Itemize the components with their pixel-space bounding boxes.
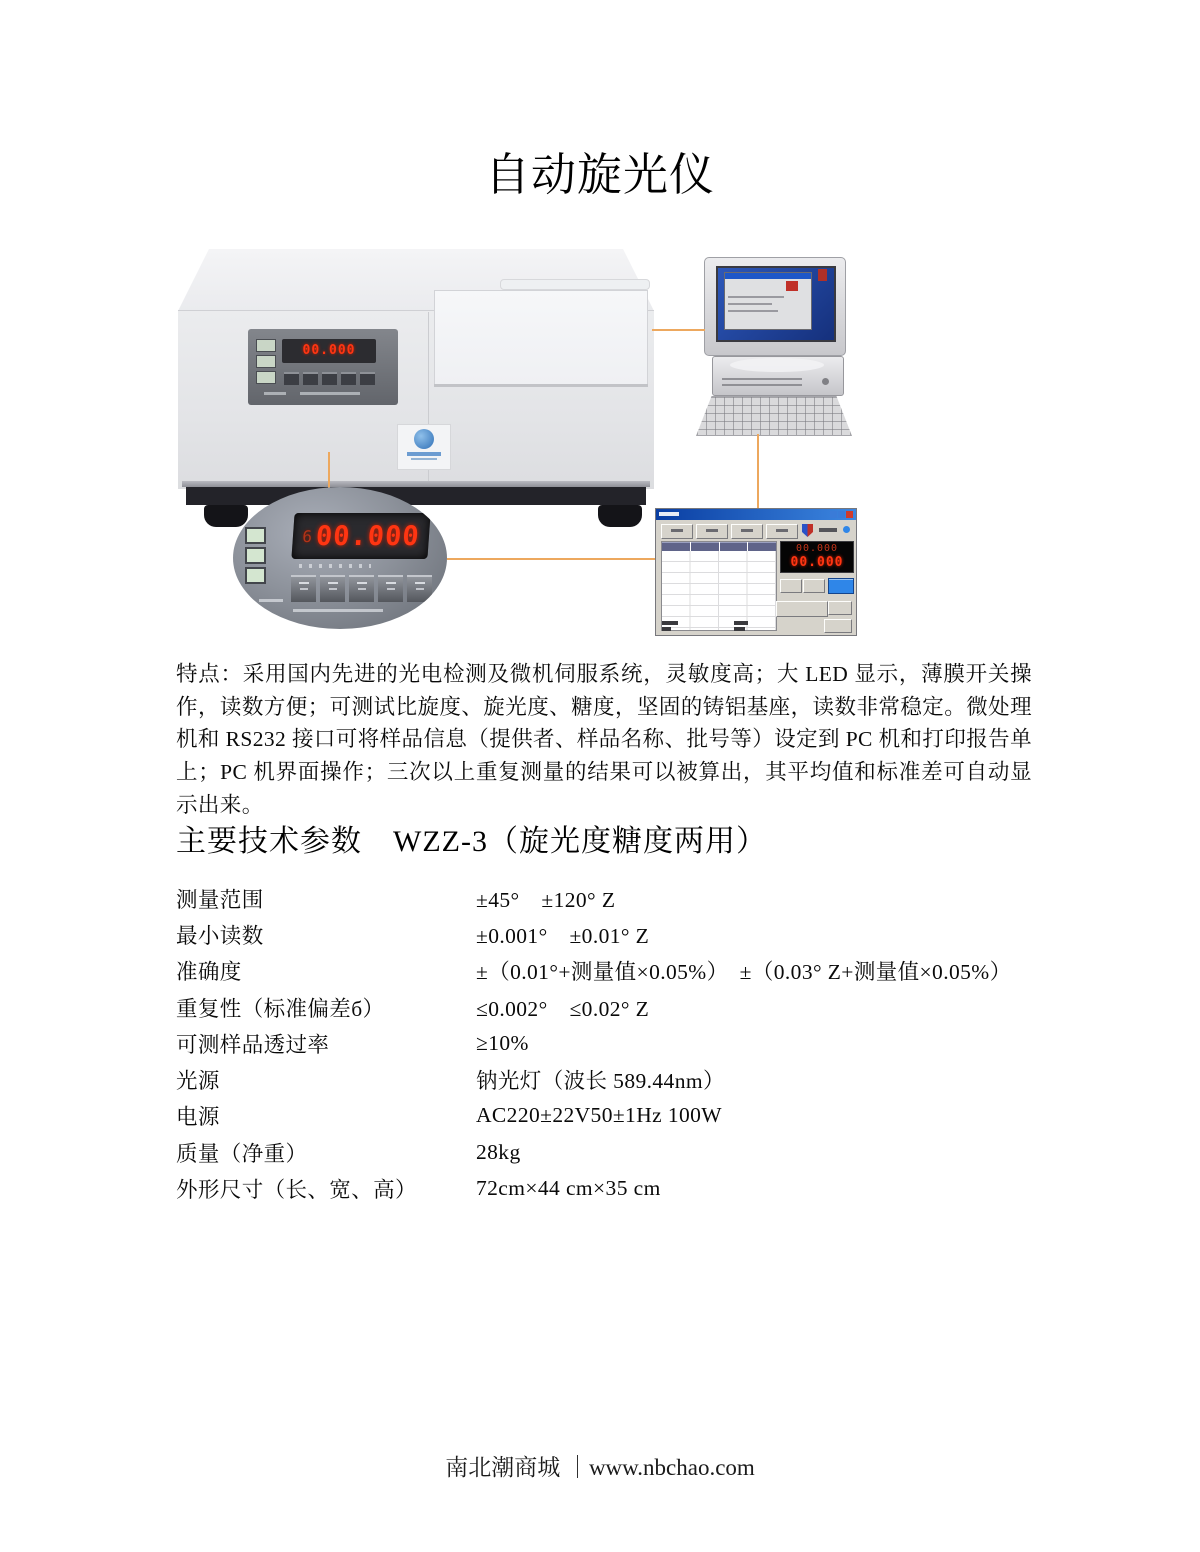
spec-value: ±（0.01°+测量值×0.05%） ±（0.03° Z+测量值×0.05%）: [476, 960, 1012, 985]
software-toolbar-button: [766, 524, 798, 539]
maximize-button: [838, 511, 845, 518]
software-toolbar-button: [661, 524, 693, 539]
panel-caption: [264, 392, 286, 395]
status-text-line: [734, 627, 745, 631]
spec-value: ±0.001° ±0.01° Z: [476, 923, 650, 948]
software-toolbar-button: [731, 524, 763, 539]
spec-label: 电源: [176, 1105, 220, 1130]
instrument-top-handle: [500, 279, 650, 290]
panel-indicator-chip: [256, 355, 276, 368]
closeup-led-display: [291, 513, 430, 559]
led-scale-marks: [299, 564, 371, 568]
spec-label: 最小读数: [176, 923, 264, 948]
instrument-logo: [397, 424, 451, 470]
status-text-line: [662, 621, 678, 625]
on-screen-text-line: [728, 310, 778, 312]
shield-icon: [802, 524, 813, 537]
panel-button: [303, 372, 318, 385]
status-led-icon: [843, 526, 850, 533]
software-led-line1: 00.000: [795, 543, 839, 554]
on-screen-window: [724, 272, 812, 330]
software-led-display: [780, 541, 854, 573]
led-digits: 00.000: [314, 520, 421, 552]
software-primary-button: [828, 578, 854, 594]
panel-button: [284, 372, 299, 385]
panel-button: [360, 372, 375, 385]
closeup-button: [320, 575, 345, 602]
spec-row: [176, 916, 1076, 952]
spec-label: 准确度: [176, 960, 242, 985]
connector-line-computer-software: [757, 434, 759, 509]
grid-header-row: [662, 542, 776, 551]
instrument-lid-groove: [434, 384, 648, 387]
software-title-text: [659, 512, 679, 516]
page-footer: 南北潮商城 ｜www.nbchao.com: [445, 1455, 755, 1480]
on-screen-text-line: [728, 296, 784, 298]
spec-row: [176, 1170, 1076, 1206]
connector-line-instrument-monitor: [652, 329, 705, 331]
closeup-button: [407, 575, 432, 602]
closeup-indicator-chip: [245, 567, 266, 584]
status-text-line: [662, 627, 671, 631]
led-prefix-digit: 6: [301, 526, 313, 546]
spec-label: 可测样品透过率: [176, 1032, 330, 1057]
instrument-led-display: 00.000: [282, 339, 376, 363]
spec-value: 28kg: [476, 1139, 521, 1164]
logo-text-line: [407, 452, 441, 456]
computer-keyboard: [696, 396, 852, 436]
closeup-indicator-chip: [245, 527, 266, 544]
case-top-curve: [730, 358, 824, 372]
spec-row: [176, 1134, 1076, 1170]
software-toolbar-button: [696, 524, 728, 539]
panel-button: [322, 372, 337, 385]
software-titlebar: [656, 509, 856, 520]
instrument-foot: [204, 505, 248, 527]
software-window: [655, 508, 857, 636]
spec-label: 光源: [176, 1069, 220, 1094]
connector-line-closeup-software: [447, 558, 656, 560]
spec-row: [176, 1025, 1076, 1061]
spec-label: 测量范围: [176, 887, 264, 912]
spec-row: [176, 1061, 1076, 1097]
closeup-caption: [293, 609, 383, 612]
software-button: [780, 579, 802, 593]
spec-value: ±45° ±120° Z: [476, 887, 616, 912]
spec-label: 外形尺寸（长、宽、高）: [176, 1178, 417, 1203]
page-title: 自动旋光仪: [484, 150, 715, 200]
panel-button: [341, 372, 356, 385]
case-drive-slot: [722, 384, 802, 386]
instrument-foot: [598, 505, 642, 527]
panel-indicator-chip: [256, 339, 276, 352]
on-screen-titlebar: [725, 273, 811, 279]
spec-row: [176, 880, 1076, 916]
instrument-sample-lid: [434, 290, 648, 386]
screen-corner-graphic: [818, 269, 827, 281]
spec-value: 钠光灯（波长 589.44nm）: [476, 1069, 725, 1094]
closeup-caption: [259, 599, 283, 602]
panel-caption: [300, 392, 360, 395]
spec-row: [176, 989, 1076, 1025]
connector-line-instrument-closeup: [328, 452, 330, 492]
panel-closeup-ellipse: [233, 487, 447, 629]
spec-value: ≥10%: [476, 1030, 529, 1055]
minimize-button: [830, 511, 837, 518]
spec-table: [176, 880, 1076, 1207]
feature-paragraph: 特点：采用国内先进的光电检测及微机伺服系统，灵敏度高；大 LED 显示，薄膜开关操作，读数方便；可测试比旋度、旋光度、糖度，坚固的铸铝基座，读数非常稳定。微处理机和 RS232 接口可将样品信息（提供者、样品名称、批号等）设定到 PC 机和打印报告单上；PC 机界面操作；三次以上重复测量的结果可以被算出，其平均值和标准差可自动显示出来。: [176, 662, 1032, 817]
logo-text-line: [411, 458, 437, 460]
software-button: [803, 579, 825, 593]
case-drive-slot: [722, 378, 802, 380]
closeup-button: [291, 575, 316, 602]
spec-label: 质量（净重）: [176, 1141, 308, 1166]
panel-indicator-chip: [256, 371, 276, 384]
on-screen-text-line: [728, 303, 772, 305]
specs-heading: 主要技术参数 WZZ-3（旋光度糖度两用）: [176, 825, 767, 858]
on-screen-red-panel: [786, 281, 798, 291]
spec-label: 重复性（标准偏差б）: [176, 996, 385, 1021]
software-button: [828, 601, 852, 615]
software-button: [824, 619, 852, 633]
closeup-button: [349, 575, 374, 602]
grid-body: [662, 551, 776, 630]
software-led-line2: 00.000: [790, 555, 844, 570]
software-status-text: [819, 528, 837, 532]
spec-value: AC220±22V50±1Hz 100W: [476, 1103, 722, 1128]
logo-mark-icon: [414, 429, 434, 449]
spec-value: 72cm×44 cm×35 cm: [476, 1176, 661, 1201]
status-text-line: [734, 621, 748, 625]
case-power-button: [822, 378, 829, 385]
spec-row: [176, 1098, 1076, 1134]
software-results-grid: [661, 541, 777, 631]
close-button: [846, 511, 853, 518]
closeup-button: [378, 575, 403, 602]
spec-value: ≤0.002° ≤0.02° Z: [476, 996, 650, 1021]
closeup-indicator-chip: [245, 547, 266, 564]
instrument-base: [186, 487, 646, 505]
software-wide-button: [776, 601, 828, 617]
spec-row: [176, 953, 1076, 989]
